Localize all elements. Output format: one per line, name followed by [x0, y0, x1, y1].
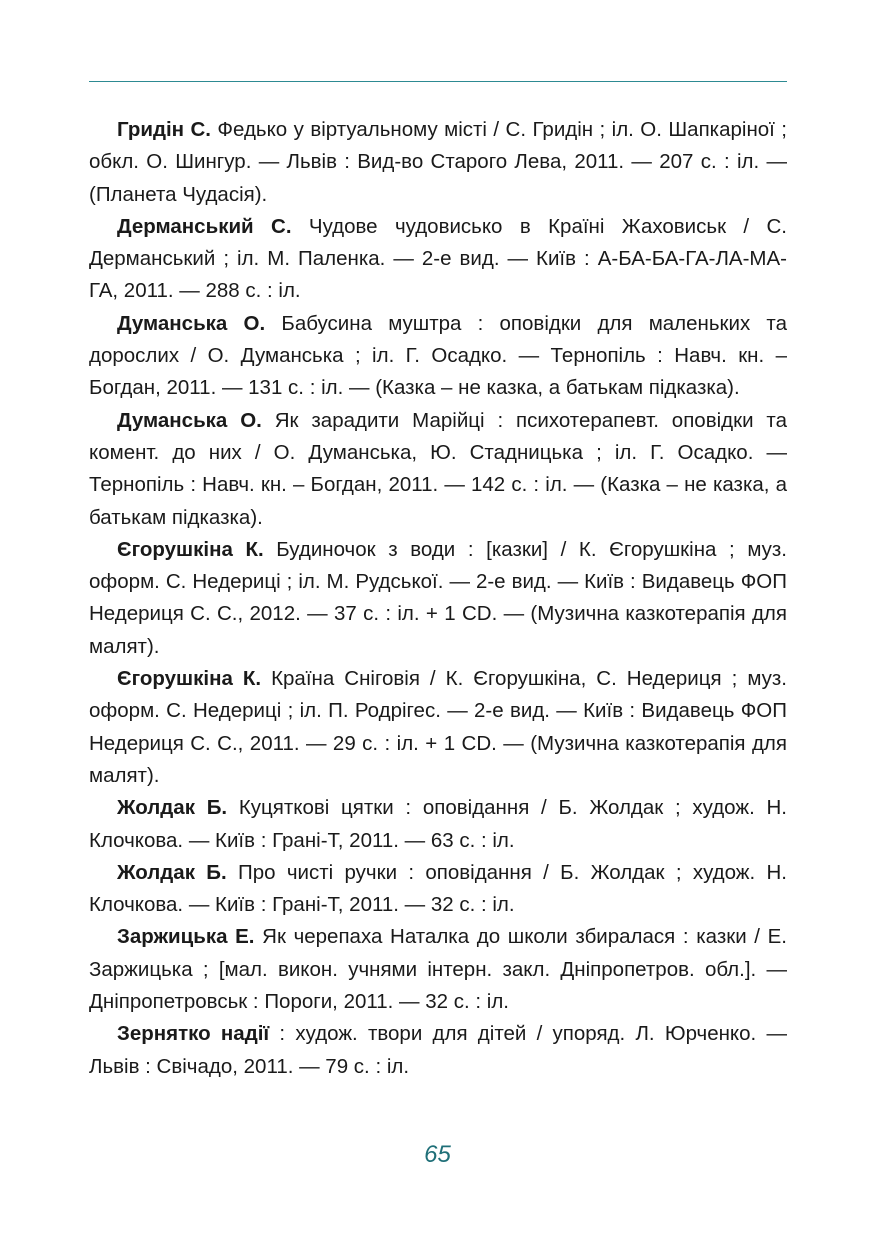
entry-author: Жолдак Б.: [117, 860, 227, 884]
bibliography-entry: [89, 921, 787, 1018]
entry-author: Думанська О.: [117, 408, 262, 432]
bibliography-list: [89, 114, 787, 1083]
bibliography-entry: [89, 857, 787, 922]
entry-author: Зернятко надії: [117, 1022, 270, 1046]
page-number: 65: [424, 1141, 451, 1168]
entry-author: Жолдак Б.: [117, 796, 228, 820]
bibliography-entry: [89, 308, 787, 405]
entry-author: Дерманський С.: [117, 214, 292, 238]
entry-author: Заржицька Е.: [117, 925, 255, 949]
entry-author: Єгорушкіна К.: [117, 667, 262, 691]
entry-author: Єгорушкіна К.: [117, 537, 264, 561]
entry-description: Бабусина муштра : оповідки для маленьких та дорослих / О. Думанська ; іл. Г. Осадко. — Тернопіль : Навч. кн. – Богдан, 2011. — 131 с. : іл. — (Казка – не казка, а батькам підказка).: [89, 311, 787, 400]
entry-author: Гридін С.: [117, 118, 211, 141]
entry-description: Країна Сніговія / К. Єгорушкіна, С. Недериця ; муз. оформ. С. Недериці ; іл. П. Родрігес. — 2-е вид. — Київ : Видавець ФОП Недериця С. С., 2011. — 29 с. : іл. + 1 CD. — (Музична казкотерапія для малят).: [89, 667, 787, 787]
bibliography-entry: [89, 211, 787, 308]
entry-description: Чудове чудовисько в Країні Жаховиськ / С. Дерманський ; іл. М. Паленка. — 2-е вид. — Київ : А-БА-БА-ГА-ЛА-МА-ГА, 2011. — 288 с. : іл.: [89, 214, 787, 303]
bibliography-entry: [89, 534, 787, 663]
entry-description: Куцяткові цятки : оповідання / Б. Жолдак ; худож. Н. Клочкова. — Київ : Грані-Т, 2011. — 63 с. : іл.: [89, 796, 787, 852]
entry-author: Думанська О.: [117, 311, 266, 335]
bibliography-entry: [89, 114, 787, 211]
bibliography-entry: [89, 792, 787, 857]
bibliography-entry: [89, 1018, 787, 1083]
entry-description: Як зарадити Марійці : психотерапевт. оповідки та комент. до них / О. Думанська, Ю. Стадницька ; іл. Г. Осадко. — Тернопіль : Навч. кн. – Богдан, 2011. — 142 с. : іл. — (Казка – не казка, а батькам підказка).: [89, 408, 787, 529]
bibliography-entry: [89, 663, 787, 792]
entry-description: Будиночок з води : [казки] / К. Єгорушкіна ; муз. оформ. С. Недериці ; іл. М. Рудської. — 2-е вид. — Київ : Видавець ФОП Недериця С. С., 2012. — 37 с. : іл. + 1 CD. — (Музична казкотерапія для малят).: [89, 537, 788, 658]
header-rule: [89, 81, 787, 82]
entry-description: Федько у віртуальному місті / С. Гридін ; іл. О. Шапкаріної ; обкл. О. Шингур. — Львів : Вид-во Старого Лева, 2011. — 207 с. : іл. — (Планета Чудасія).: [89, 118, 787, 206]
bibliography-entry: [89, 405, 787, 534]
entry-description: : худож. твори для дітей / упоряд. Л. Юрченко. — Львів : Свічадо, 2011. — 79 с. : іл.: [89, 1022, 787, 1078]
entry-description: Про чисті ручки : оповідання / Б. Жолдак ; худож. Н. Клочкова. — Київ : Грані-Т, 2011. — 32 с. : іл.: [89, 860, 788, 917]
entry-description: Як черепаха Наталка до школи збиралася : казки / Е. Заржицька ; [мал. викон. учнями інтерн. закл. Дніпропетров. обл.]. — Дніпропетровськ : Пороги, 2011. — 32 с. : іл.: [89, 925, 787, 1014]
